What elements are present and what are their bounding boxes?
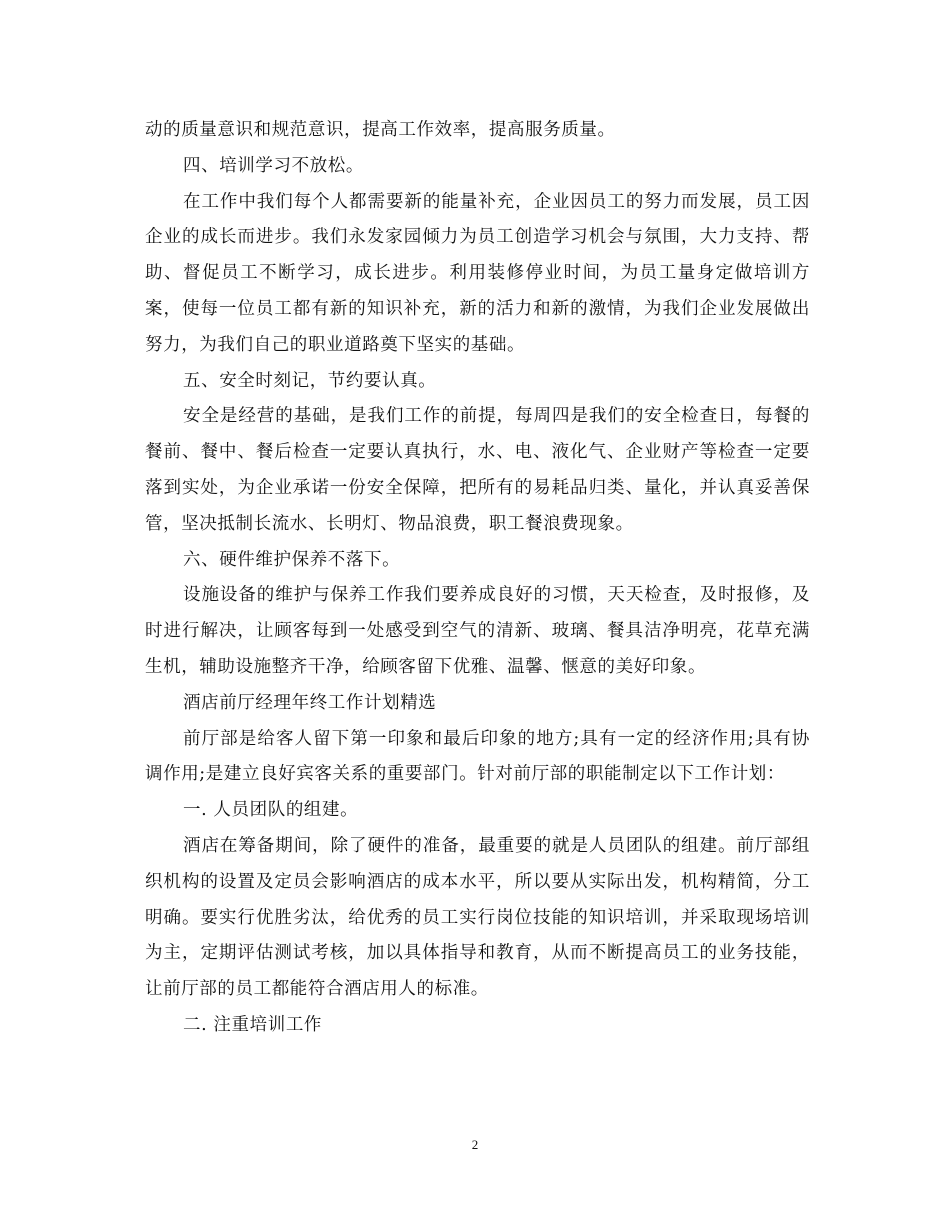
- section-heading-training: 四、培训学习不放松。: [183, 155, 364, 176]
- paragraph-continuation: 动的质量意识和规范意识，提高工作效率，提高服务质量。: [145, 120, 616, 140]
- paragraph-maintenance: 设施设备的维护与保养工作我们要养成良好的习惯，天天检查，及时报修，及时进行解决，让顾客每到一处感受到空气的清新、玻璃、餐具洁净明亮，花草充满生机，辅助设施整齐干净，给顾客留下优雅、温馨、惬意的美好印象。: [145, 585, 810, 677]
- article-title: 酒店前厅经理年终工作计划精选: [183, 692, 437, 713]
- paragraph-team: 酒店在筹备期间，除了硬件的准备，最重要的就是人员团队的组建。前厅部组织机构的设置及定员会影响酒店的成本水平，所以要从实际出发，机构精简，分工明确。要实行优胜劣汰，给优秀的员工实行岗位技能的知识培训，并采取现场培训为主，定期评估测试考核，加以具体指导和教育，从而不断提高员工的业务技能，让前厅部的员工都能符合酒店用人的标准。: [145, 835, 810, 1000]
- section-heading-maintenance: 六、硬件维护保养不落下。: [183, 549, 401, 570]
- section-heading-safety: 五、安全时刻记，节约要认真。: [183, 370, 437, 391]
- paragraph-safety: 安全是经营的基础，是我们工作的前提，每周四是我们的安全检查日，每餐的餐前、餐中、餐后检查一定要认真执行，水、电、液化气、企业财产等检查一定要落到实处，为企业承诺一份安全保障，把所有的易耗品归类、量化，并认真妥善保管，坚决抵制长流水、长明灯、物品浪费，职工餐浪费现象。: [145, 406, 810, 534]
- page-number: 2: [471, 1137, 479, 1152]
- section-heading-training-focus: 二. 注重培训工作: [183, 1014, 323, 1035]
- paragraph-training: 在工作中我们每个人都需要新的能量补充，企业因员工的努力而发展，员工因企业的成长而进步。我们永发家园倾力为员工创造学习机会与氛围，大力支持、帮助、督促员工不断学习，成长进步。利用装修停业时间，为员工量身定做培训方案，使每一位员工都有新的知识补充，新的活力和新的激情，为我们企业发展做出努力，为我们自己的职业道路奠下坚实的基础。: [145, 191, 810, 355]
- paragraph-front-office-intro: 前厅部是给客人留下第一印象和最后印象的地方;具有一定的经济作用;具有协调作用;是建立良好宾客关系的重要部门。针对前厅部的职能制定以下工作计划：: [145, 728, 810, 785]
- document-body: [145, 113, 810, 1044]
- section-heading-team: 一. 人员团队的组建。: [183, 800, 359, 821]
